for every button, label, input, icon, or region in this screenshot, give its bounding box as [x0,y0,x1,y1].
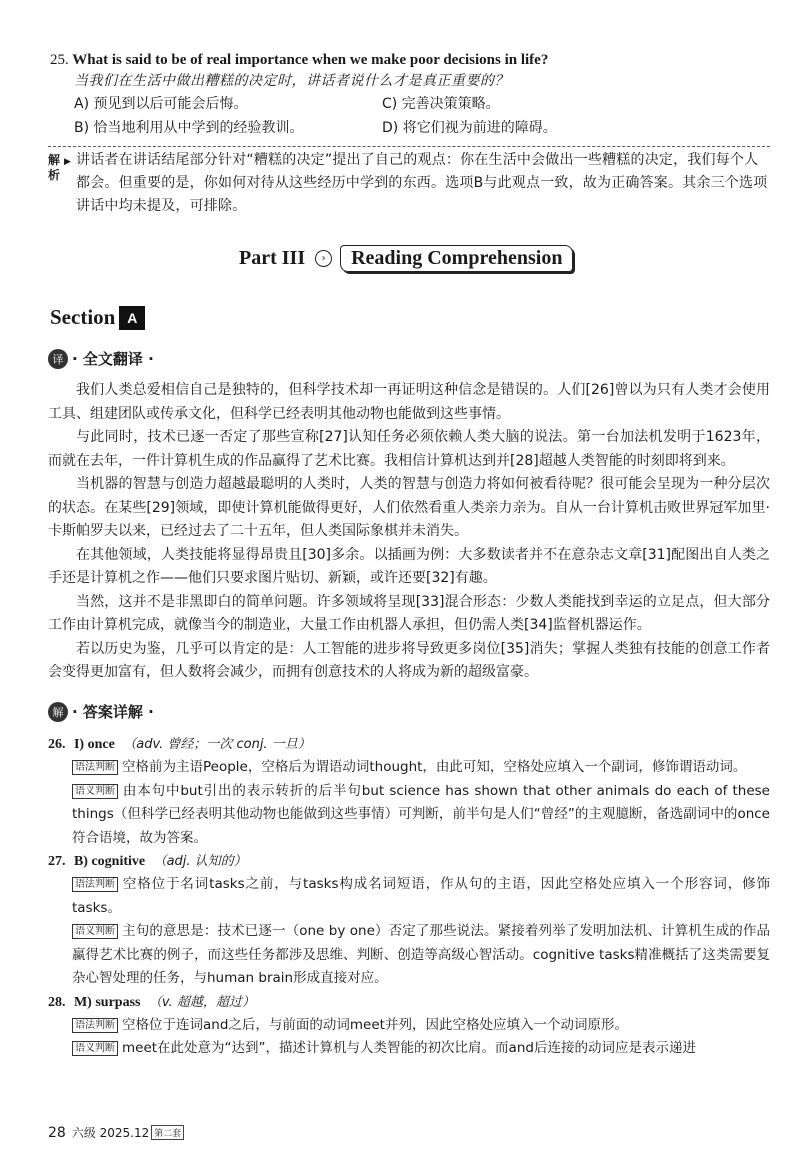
question-25 [50,50,770,140]
answer-gloss: （adj. 认知的） [153,854,247,869]
answer-head [48,991,770,1014]
page-footer [48,1124,184,1141]
option-c: C) 完善决策策略。 [382,96,500,112]
analysis-semantic [72,780,770,851]
option-a: A) 预见到以后可能会后悔。 [74,96,248,112]
answer-gloss: （v. 超越，超过） [148,994,255,1010]
answer-head [48,850,770,873]
analysis-text: 空格位于连词and之后，与前面的动词meet并列，因此空格处应填入一个动词原形。 [122,1016,628,1033]
analysis-text: 空格位于名词tasks之前，与tasks构成名词短语，作从句的主语，因此空格处应填入一个形容词，修饰tasks。 [72,876,770,916]
answers-header [48,701,154,722]
part-title [239,243,573,273]
answers-body [48,733,770,1061]
part-title-box: Reading Comprehension [340,245,573,272]
analysis-grammar [72,873,770,920]
answer-word: M) surpass [73,994,141,1010]
analysis-semantic [72,920,770,991]
answers-header-text: · 答案详解 · [72,703,154,721]
options-grid [74,92,770,140]
translation-paragraph: 当然，这并不是非黑即白的简单问题。许多领域将呈现[33]混合形态：少数人类能找到幸运的立足点，但大部分工作由计算机完成，就像当今的制造业，大量工作由机器人承担，但仍需人类[34]监督机器运作。 [48,593,770,633]
option-d: D) 将它们视为前进的障碍。 [382,120,557,136]
chevron-right-icon: › [315,250,332,267]
question-25-line [50,50,770,70]
question-text-cn: 当我们在生活中做出糟糕的决定时，讲话者说什么才是真正重要的？ [74,73,509,89]
translation-paragraph: 在其他领域，人类技能将显得昂贵且[30]多余。以插画为例：大多数读者并不在意杂志文章[31]配图出自人类之手还是计算机之作——他们只要求图片贴切、新颖，或许还要[32]有趣。 [48,546,770,586]
analysis-grammar [72,756,770,780]
question-number: 25. [50,52,69,68]
answer-number: 28. [48,994,66,1010]
analysis-text: 主句的意思是：技术已逐一（one by one）否定了那些说法。紧接着列举了发明加法机、计算机生成的作品赢得艺术比赛的例子，而这些任务都涉及思维、判断、创造等高级心智活动。cognitive tasks精准概括了这类需要复杂心智处理的任务，与human brain形成直接对应。 [72,923,770,986]
page-number: 28 [48,1124,66,1141]
analysis-label: 语义判断 [72,924,118,939]
translation-header [48,348,154,369]
analysis-grammar [72,1014,770,1038]
translation-header-text: · 全文翻译 · [72,350,154,368]
answer-27 [48,850,770,991]
part-label: Part III [239,246,306,269]
explanation-label: 解析 [48,153,61,182]
translation-paragraph: 当机器的智慧与创造力超越最聪明的人类时，人类的智慧与创造力将如何被看待呢？很可能会呈现为一种分层次的状态。在某些[29]领域，即使计算机能做得更好，人们依然看重人类亲力亲为。自从一台计算机击败世界冠军加里·卡斯帕罗夫以来，已经过去了二十五年，但人类国际象棋并未消失。 [48,476,770,539]
translation-paragraph: 若以历史为鉴，几乎可以肯定的是：人工智能的进步将导致更多岗位[35]消失；掌握人类独有技能的创意工作者会变得更加富有，但人数将会减少，而拥有创意技术的人将成为新的超级富豪。 [48,640,770,680]
answer-word: B) cognitive [73,854,146,869]
issue-badge: 第二套 [151,1125,184,1140]
answers-icon: 解 [48,702,68,722]
analysis-label: 语义判断 [72,1041,118,1056]
answer-28 [48,991,770,1061]
answer-number: 27. [48,854,66,869]
answer-word: I) once [73,737,115,752]
option-b: B) 恰当地利用从中学到的经验教训。 [74,120,304,136]
translation-icon: 译 [48,349,68,369]
section-label: Section [50,305,116,329]
analysis-label: 语法判断 [72,760,118,775]
analysis-semantic [72,1037,770,1061]
analysis-text: 空格前为主语People，空格后为谓语动词thought，由此可知，空格处应填入一个副词，修饰谓语动词。 [122,759,747,775]
translation-paragraph: 我们人类总爱相信自己是独特的，但科学技术却一再证明这种信念是错误的。人们[26]曾以为只有人类才会使用工具、组建团队或传承文化，但科学已经表明其他动物也能做到这些事情。 [48,382,770,422]
arrow-right-icon: ▶ [64,157,71,167]
answer-gloss: （adv. 曾经；一次 conj. 一旦） [123,737,311,752]
analysis-text: meet在此处意为“达到”，描述计算机与人类智能的初次比肩。而and后连接的动词应是表示递进 [122,1040,696,1056]
answer-number: 26. [48,737,66,752]
translation-paragraph: 与此同时，技术已逐一否定了那些宣称[27]认知任务必须依赖人类大脑的说法。第一台加法机发明于1623年，而就在去年，一件计算机生成的作品赢得了艺术比赛。我相信计算机达到并[28]超越人类智能的时刻即将到来。 [48,429,770,469]
section-letter-badge: A [119,306,145,330]
answer-26 [48,733,770,850]
answer-head [48,733,770,756]
question-text: What is said to be of real importance when we make poor decisions in life? [72,52,549,68]
explanation-text: 讲话者在讲话结尾部分针对“糟糕的决定”提出了自己的观点：你在生活中会做出一些糟糕的决定，我们每个人都会。但重要的是，你如何对待从这些经历中学到的东西。选项B与此观点一致，故为正确答案。其余三个选项讲话中均未提及，可排除。 [76,152,768,214]
analysis-label: 语法判断 [72,877,118,892]
analysis-label: 语义判断 [72,784,118,799]
analysis-label: 语法判断 [72,1018,118,1033]
analysis-text: 由本句中but引出的表示转折的后半句but science has shown that other animals do each of these things（但科学已经表明其他动物也能做到这些事情）可判断，前半句是人们“曾经”的主观臆断，备选副词中的once符合语境，故为答案。 [72,782,770,846]
section-title [50,305,145,330]
explanation-box [48,146,770,218]
edition-label: 六级 2025.12 [71,1126,150,1140]
translation-body [48,379,770,685]
